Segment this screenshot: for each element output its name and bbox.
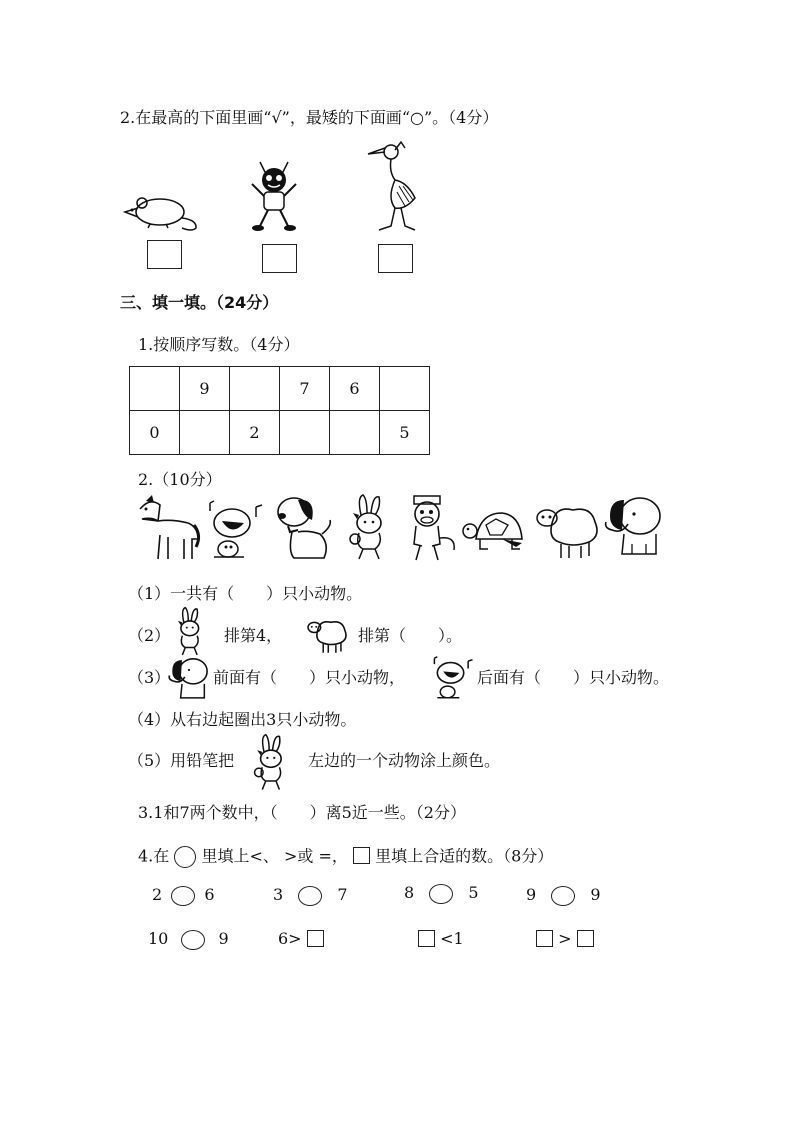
table-cell[interactable]: 9 bbox=[180, 367, 230, 411]
compare-left: 8 bbox=[404, 883, 415, 902]
compare-right: 9 bbox=[218, 929, 229, 948]
compare-right: <1 bbox=[440, 929, 464, 948]
part-4-title-b: 里填上<、 >或 =， bbox=[201, 846, 348, 866]
table-cell[interactable] bbox=[130, 367, 180, 411]
table-row bbox=[130, 367, 430, 411]
table-cell[interactable] bbox=[330, 411, 380, 455]
elephant-icon bbox=[602, 494, 666, 560]
question-2-5-prefix: （5）用铅笔把 bbox=[128, 751, 235, 770]
table-row bbox=[130, 411, 430, 455]
compare-left: 2 bbox=[152, 885, 163, 904]
compare-circle[interactable] bbox=[298, 886, 322, 906]
compare-left: 3 bbox=[273, 885, 284, 904]
number-box[interactable] bbox=[307, 930, 324, 947]
question-2-3-end: 后面有（ ）只小动物。 bbox=[477, 668, 670, 687]
compare-item bbox=[152, 885, 215, 906]
compare-item bbox=[526, 885, 601, 906]
question-2-2-mid: 排第4， bbox=[224, 626, 283, 645]
part-4-title-a: 4.在 bbox=[138, 846, 170, 866]
number-box[interactable] bbox=[418, 930, 435, 947]
compare-left: 9 bbox=[526, 885, 537, 904]
compare-circle[interactable] bbox=[551, 886, 575, 906]
horse-icon bbox=[132, 495, 202, 563]
part-2-title: 2.（10分） bbox=[138, 470, 222, 489]
compare-right: 9 bbox=[590, 885, 601, 904]
question-2-1: （1）一共有（ ）只小动物。 bbox=[128, 584, 363, 603]
part-3-title: 3.1和7两个数中，（ ）离5近一些。（2分） bbox=[138, 803, 466, 822]
compare-item bbox=[418, 929, 464, 949]
monkey-icon bbox=[400, 492, 460, 564]
table-cell[interactable] bbox=[380, 367, 430, 411]
question-2-5-end: 左边的一个动物涂上颜色。 bbox=[308, 751, 501, 770]
compare-left: 6> bbox=[278, 929, 302, 948]
compare-circle[interactable] bbox=[429, 884, 453, 904]
answer-box-beetle[interactable] bbox=[262, 244, 297, 273]
compare-right: 6 bbox=[204, 885, 215, 904]
part-4-title-c: 里填上合适的数。（8分） bbox=[375, 846, 554, 866]
turtle-icon bbox=[462, 505, 528, 555]
part-4-title bbox=[138, 846, 553, 868]
elephant-icon bbox=[166, 656, 212, 702]
table-cell[interactable] bbox=[280, 411, 330, 455]
number-box[interactable] bbox=[577, 930, 594, 947]
rabbit-icon bbox=[345, 493, 391, 563]
compare-item bbox=[273, 885, 348, 906]
number-sequence-table bbox=[129, 366, 430, 455]
table-cell[interactable]: 5 bbox=[380, 411, 430, 455]
rabbit-icon bbox=[172, 606, 206, 658]
compare-circle[interactable] bbox=[181, 930, 205, 950]
question-2-2-prefix: （2） bbox=[128, 626, 171, 645]
compare-item bbox=[278, 929, 324, 949]
compare-item bbox=[404, 883, 479, 904]
singing-bird-icon bbox=[430, 650, 474, 706]
question-2-3-mid: 前面有（ ）只小动物， bbox=[213, 668, 406, 687]
compare-right: 7 bbox=[337, 885, 348, 904]
compare-item bbox=[148, 929, 229, 950]
part-1-title: 1.按顺序写数。（4分） bbox=[138, 335, 300, 354]
compare-item bbox=[536, 929, 594, 949]
answer-box-mouse[interactable] bbox=[147, 240, 182, 269]
rabbit-icon bbox=[250, 733, 290, 793]
table-cell[interactable] bbox=[180, 411, 230, 455]
compare-circle[interactable] bbox=[171, 886, 195, 906]
sheep-icon bbox=[533, 500, 601, 560]
singing-bird-icon bbox=[204, 497, 264, 563]
mouse-icon bbox=[122, 190, 202, 232]
compare-left: 10 bbox=[148, 929, 169, 948]
beetle-icon bbox=[248, 160, 300, 238]
square-blank-icon bbox=[353, 847, 370, 864]
question-2-3-prefix: （3） bbox=[128, 668, 171, 687]
compare-right: 5 bbox=[468, 883, 479, 902]
answer-box-crane[interactable] bbox=[378, 244, 413, 273]
table-cell[interactable]: 2 bbox=[230, 411, 280, 455]
circle-blank-icon bbox=[174, 846, 196, 868]
question-2-2-end: 排第（ ）。 bbox=[358, 626, 463, 645]
dog-icon bbox=[268, 492, 336, 562]
number-box[interactable] bbox=[536, 930, 553, 947]
question-2-4: （4）从右边起圈出3只小动物。 bbox=[128, 710, 357, 729]
table-cell[interactable] bbox=[230, 367, 280, 411]
question-2-title: 2.在最高的下面里画“√”，最矮的下面画“○”。（4分） bbox=[120, 108, 499, 127]
table-cell[interactable]: 0 bbox=[130, 411, 180, 455]
compare-sign: > bbox=[558, 929, 572, 948]
table-cell[interactable]: 7 bbox=[280, 367, 330, 411]
crane-icon bbox=[365, 142, 423, 234]
sheep-icon bbox=[305, 616, 349, 654]
table-cell[interactable]: 6 bbox=[330, 367, 380, 411]
section-3-title: 三、填一填。（24分） bbox=[120, 293, 279, 312]
